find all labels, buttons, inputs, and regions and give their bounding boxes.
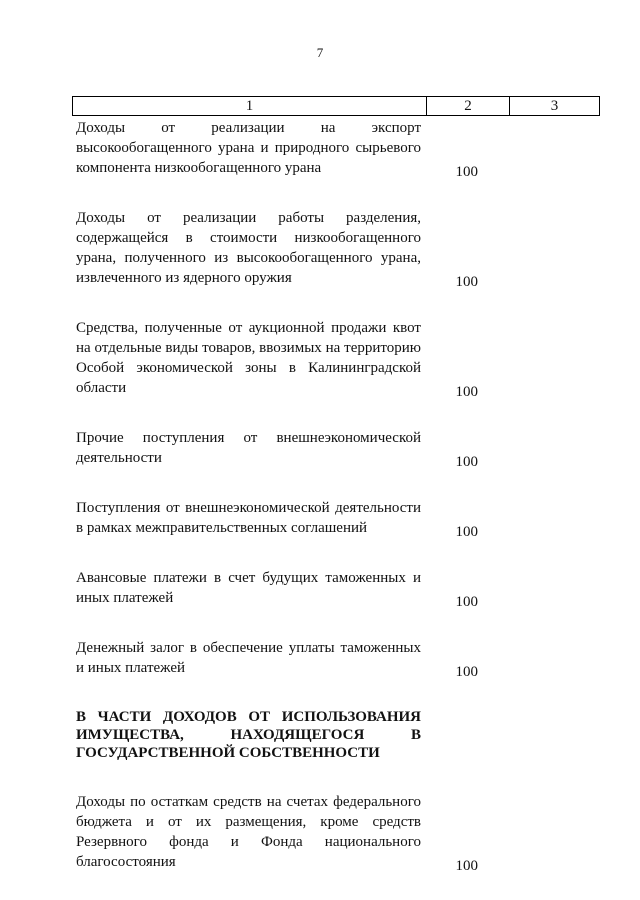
table-header	[72, 96, 600, 116]
section-title: В ЧАСТИ ДОХОДОВ ОТ ИСПОЛЬЗОВАНИЯ ИМУЩЕСТВА, НАХОДЯЩЕГОСЯ В ГОСУДАРСТВЕННОЙ СОБСТВЕННОСТИ	[76, 709, 421, 761]
table-body	[76, 118, 600, 872]
row-value: 100	[455, 594, 478, 610]
section-heading-row	[76, 708, 600, 762]
row-value: 100	[455, 524, 478, 540]
page-number: 7	[316, 45, 324, 60]
row-value: 100	[455, 274, 478, 290]
table-row	[76, 638, 600, 678]
table-row	[76, 318, 600, 398]
table-row	[76, 498, 600, 538]
row-value: 100	[455, 164, 478, 180]
row-description: Денежный залог в обеспечение уплаты таможенных и иных платежей	[76, 640, 421, 676]
table-row	[76, 568, 600, 608]
table-row	[76, 792, 600, 872]
row-description: Доходы по остаткам средств на счетах федерального бюджета и от их размещения, кроме средств Резервного фонда и Фонда национального благосостояния	[76, 794, 421, 870]
table-row	[76, 118, 600, 178]
row-value: 100	[455, 858, 478, 874]
header-col-1: 1	[73, 97, 427, 115]
row-value: 100	[455, 454, 478, 470]
header-col-3: 3	[550, 97, 559, 114]
row-description: Прочие поступления от внешнеэкономической деятельности	[76, 430, 421, 466]
row-value: 100	[455, 384, 478, 400]
row-description: Поступления от внешнеэкономической деятельности в рамках межправительственных соглашений	[76, 500, 421, 536]
row-value: 100	[455, 664, 478, 680]
row-description: Авансовые платежи в счет будущих таможенных и иных платежей	[76, 570, 421, 606]
row-description: Доходы от реализации на экспорт высокообогащенного урана и природного сырьевого компонента низкообогащенного урана	[76, 120, 421, 176]
row-description: Средства, полученные от аукционной продажи квот на отдельные виды товаров, ввозимых на территорию Особой экономической зоны в Калининградской области	[76, 320, 421, 396]
table-row	[76, 428, 600, 468]
table-row	[76, 208, 600, 288]
header-col-2: 2	[427, 97, 510, 115]
row-description: Доходы от реализации работы разделения, содержащейся в стоимости низкообогащенного урана, полученного из высокообогащенного урана, извлеченного из ядерного оружия	[76, 210, 421, 286]
